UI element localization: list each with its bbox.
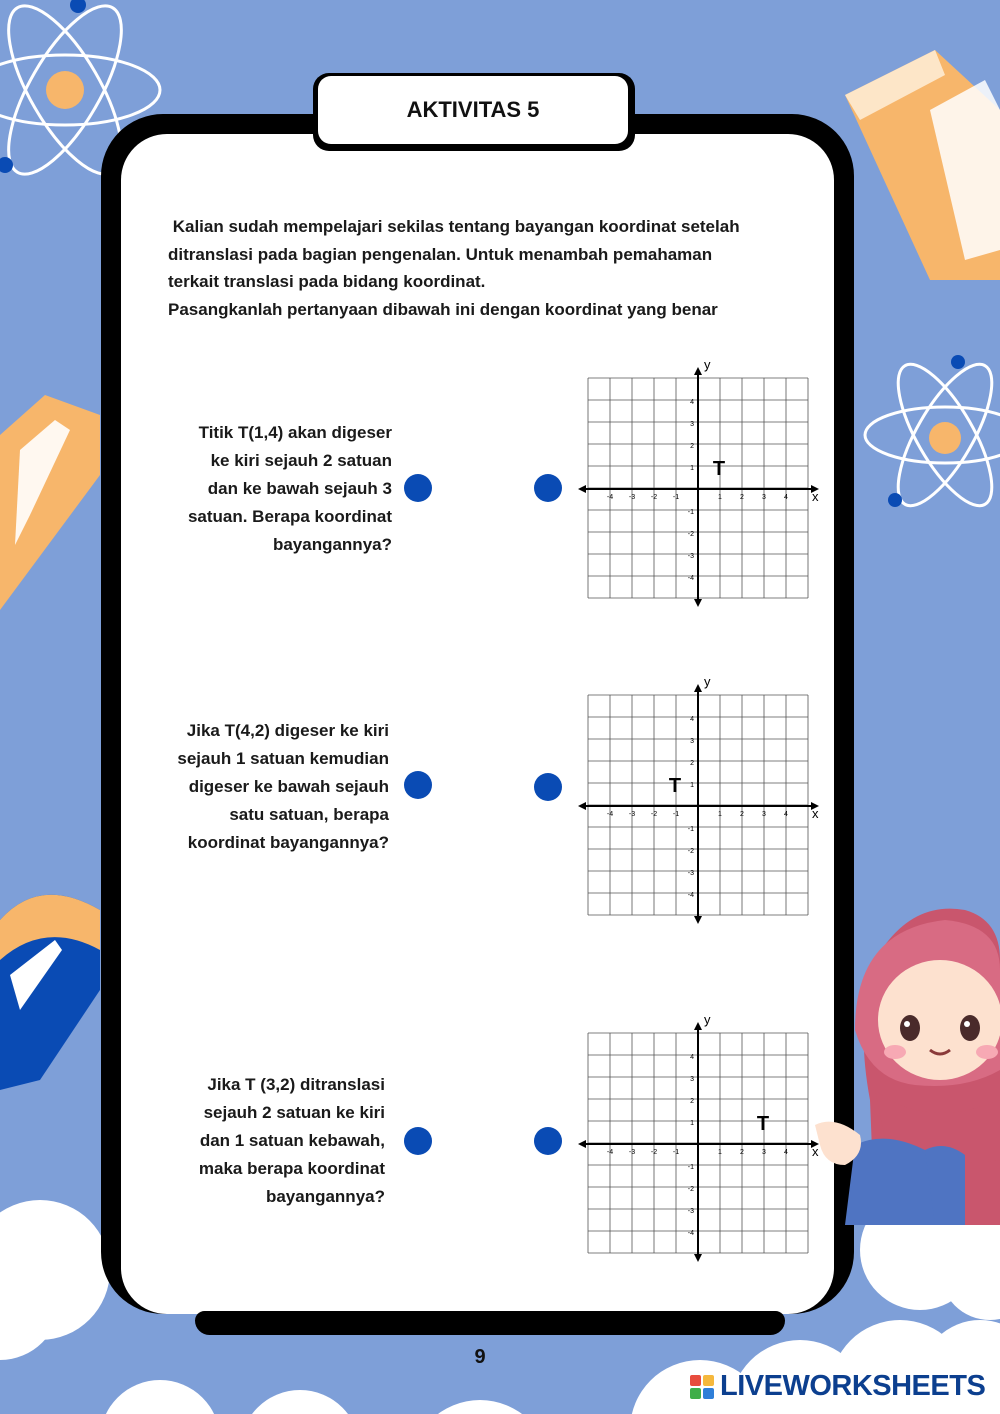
point-label: T [712, 458, 726, 480]
y-tick-label: -2 [687, 848, 694, 855]
x-tick-label: 3 [762, 1149, 766, 1156]
book-icon [0, 395, 100, 610]
match-dot-question-3[interactable] [404, 1127, 432, 1155]
y-tick-label: 4 [690, 399, 694, 406]
page-number: 9 [474, 1346, 486, 1368]
x-tick-label: 4 [784, 1149, 788, 1156]
question-line: Titik T(1,4) akan digeser [198, 423, 392, 442]
x-tick-label: -4 [606, 1149, 614, 1156]
brand-name: LIVEWORKSHEETS [720, 1370, 986, 1402]
coordinate-graph-3 [578, 1013, 828, 1263]
y-tick-label: -1 [687, 1164, 694, 1171]
y-tick-label: 3 [690, 421, 694, 428]
match-dot-question-2[interactable] [404, 771, 432, 799]
y-tick-label: -3 [687, 1208, 694, 1215]
coordinate-graph-2 [578, 675, 828, 925]
x-axis-arrow [578, 485, 586, 493]
y-tick-label: -2 [687, 531, 694, 538]
x-tick-label: 1 [718, 1149, 722, 1156]
y-tick-label: 2 [690, 443, 694, 450]
instruction-line: terkait translasi pada bidang koordinat. [168, 272, 486, 291]
y-tick-label: -1 [687, 826, 694, 833]
point-label: T [756, 1113, 770, 1135]
match-dot-question-1[interactable] [404, 474, 432, 502]
y-tick-label: 2 [690, 1098, 694, 1105]
x-tick-label: -2 [650, 1149, 658, 1156]
instruction-line: ditranslasi pada bagian pengenalan. Untuk menambah pemahaman [168, 244, 713, 264]
question-line: digeser ke bawah sejauh [188, 777, 389, 796]
y-tick-label: 3 [690, 1076, 694, 1083]
x-tick-label: 2 [740, 1149, 744, 1156]
question-line: bayangannya? [265, 1187, 385, 1206]
liveworksheets-logo-icon [690, 1375, 714, 1399]
instruction-line: Pasangkanlah pertanyaan dibawah ini dengan koordinat yang benar [168, 299, 718, 319]
question-line: Jika T(4,2) digeser ke kiri [186, 721, 389, 740]
x-tick-label: -3 [628, 811, 636, 818]
question-line: sejauh 1 satuan kemudian [177, 749, 389, 768]
y-axis-arrow [694, 684, 702, 692]
question-line: maka berapa koordinat [198, 1159, 385, 1178]
x-tick-label: -1 [672, 811, 680, 818]
y-tick-label: -1 [687, 509, 694, 516]
x-tick-label: -4 [606, 494, 614, 501]
x-tick-label: 3 [762, 494, 766, 501]
question-line: Jika T (3,2) ditranslasi [207, 1075, 385, 1094]
book-icon [0, 880, 100, 1090]
x-tick-label: -1 [672, 494, 680, 501]
x-tick-label: 3 [762, 811, 766, 818]
x-tick-label: -1 [672, 1149, 680, 1156]
y-tick-label: 4 [690, 716, 694, 723]
atom-icon [860, 350, 1000, 520]
x-axis-label: x [812, 1144, 819, 1159]
y-tick-label: 3 [690, 738, 694, 745]
y-tick-label: 4 [690, 1054, 694, 1061]
question-line: sejauh 2 satuan ke kiri [203, 1103, 385, 1122]
character-illustration [815, 900, 1000, 1225]
y-tick-label: 1 [690, 782, 694, 789]
question-1 [188, 419, 392, 559]
coordinate-graph-1 [578, 358, 828, 608]
y-tick-label: -3 [687, 870, 694, 877]
brand-watermark [690, 1370, 985, 1403]
x-tick-label: 4 [784, 811, 788, 818]
match-dot-graph-2[interactable] [534, 773, 562, 801]
x-tick-label: 2 [740, 494, 744, 501]
x-tick-label: 1 [718, 811, 722, 818]
instructions [168, 213, 818, 323]
question-line: ke kiri sejauh 2 satuan [210, 451, 392, 470]
x-axis-arrow [578, 802, 586, 810]
title-box [318, 76, 628, 144]
y-axis-label: y [704, 358, 711, 372]
y-axis-label: y [704, 675, 711, 689]
question-line: koordinat bayangannya? [187, 833, 389, 852]
x-axis-label: x [812, 489, 819, 504]
question-2 [177, 717, 389, 857]
y-tick-label: -4 [687, 575, 694, 582]
y-axis-arrow [694, 599, 702, 607]
y-axis-label: y [704, 1013, 711, 1027]
x-tick-label: 2 [740, 811, 744, 818]
x-tick-label: -3 [628, 494, 636, 501]
x-axis-label: x [812, 806, 819, 821]
x-tick-label: -2 [650, 494, 658, 501]
y-axis-arrow [694, 916, 702, 924]
x-tick-label: 4 [784, 494, 788, 501]
y-tick-label: -3 [687, 553, 694, 560]
y-tick-label: -2 [687, 1186, 694, 1193]
y-axis-arrow [694, 1254, 702, 1262]
question-line: dan 1 satuan kebawah, [199, 1131, 385, 1150]
y-tick-label: -4 [687, 892, 694, 899]
match-dot-graph-1[interactable] [534, 474, 562, 502]
y-axis-arrow [694, 367, 702, 375]
question-line: bayangannya? [272, 535, 392, 554]
book-icon [835, 50, 1000, 280]
question-line: satuan. Berapa koordinat [187, 507, 392, 526]
bottom-bar [195, 1311, 785, 1335]
y-tick-label: 1 [690, 465, 694, 472]
x-tick-label: -2 [650, 811, 658, 818]
x-tick-label: -4 [606, 811, 614, 818]
y-tick-label: 2 [690, 760, 694, 767]
instruction-line: Kalian sudah mempelajari sekilas tentang bayangan koordinat setelah [168, 217, 740, 236]
y-tick-label: 1 [690, 1120, 694, 1127]
page-title: AKTIVITAS 5 [406, 97, 540, 122]
question-line: dan ke bawah sejauh 3 [207, 479, 392, 498]
question-3 [199, 1071, 385, 1211]
match-dot-graph-3[interactable] [534, 1127, 562, 1155]
question-line: satu satuan, berapa [229, 805, 389, 824]
x-axis-arrow [578, 1140, 586, 1148]
point-label: T [668, 775, 682, 797]
x-tick-label: -3 [628, 1149, 636, 1156]
y-tick-label: -4 [687, 1230, 694, 1237]
x-tick-label: 1 [718, 494, 722, 501]
y-axis-arrow [694, 1022, 702, 1030]
